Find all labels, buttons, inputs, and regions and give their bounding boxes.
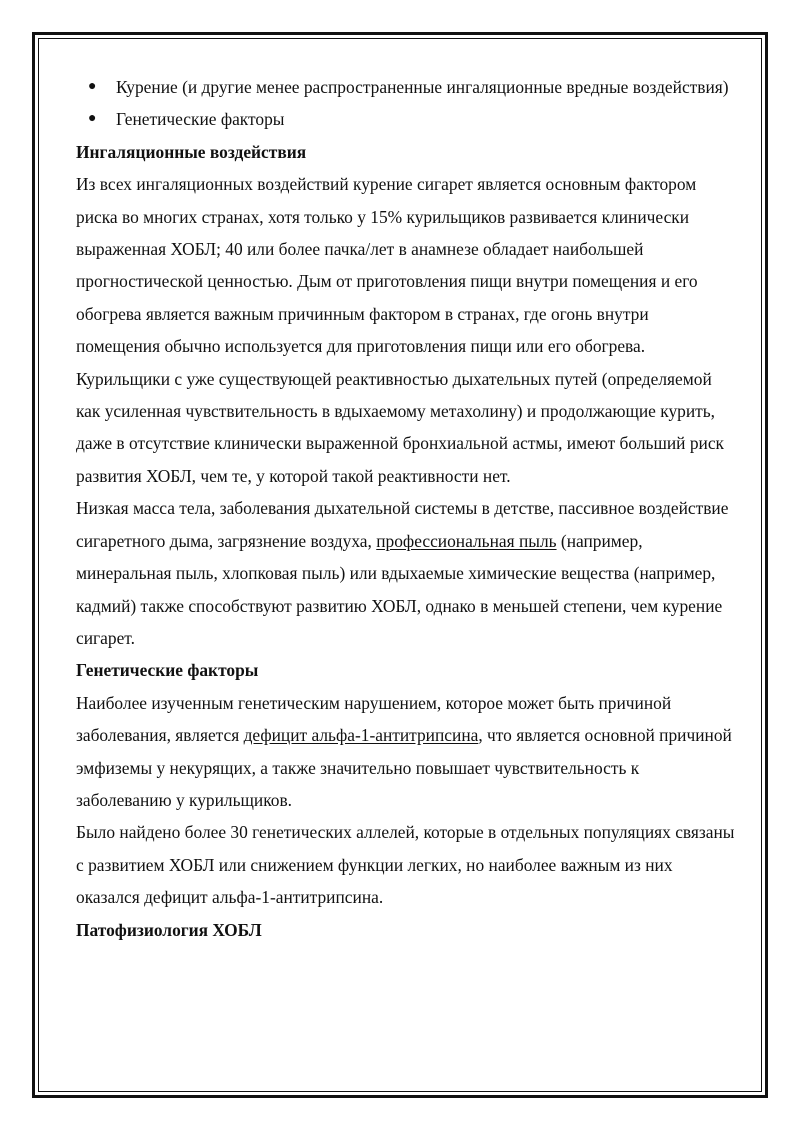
risk-factor-list bbox=[76, 71, 736, 136]
paragraph-other-factors bbox=[76, 492, 736, 654]
list-item bbox=[76, 71, 736, 103]
list-item bbox=[76, 103, 736, 135]
paragraph-genetic bbox=[76, 687, 736, 817]
paragraph-smoking: Из всех ингаляционных воздействий курение сигарет является основным фактором риска во многих странах, хотя только у 15% курильщиков развивается клинически выраженная ХОБЛ; 40 или более пачка/лет в анамнезе обладает наибольшей прогностической ценностью. Дым от приготовления пищи внутри помещения и его обогрева является важным причинным фактором в странах, где огонь внутри помещения обычно используется для приготовления пищи или его обогрева. Курильщики с уже существующей реактивностью дыхательных путей (определяемой как усиленная чувствительность в вдыхаемому метахолину) и продолжающие курить, даже в отсутствие клинически выраженной бронхиальной астмы, имеют больший риск развития ХОБЛ, чем те, у которой такой реактивности нет. bbox=[76, 174, 724, 486]
list-item-text: Курение (и другие менее распространенные ингаляционные вредные воздействия) bbox=[116, 77, 729, 97]
paragraph-text: , что является основной причиной эмфиземы у некурящих, а также значительно повышает чувствительность к заболеванию у курильщиков. bbox=[76, 725, 732, 810]
paragraph-alleles: Было найдено более 30 генетических аллелей, которые в отдельных популяциях связаны с развитием ХОБЛ или снижением функции легких, но наиболее важным из них оказался дефицит альфа-1-антитрипсина. bbox=[76, 822, 735, 908]
paragraph-text: Наиболее изученным генетическим нарушением, которое может быть причиной заболевания, является bbox=[76, 692, 672, 746]
bullet-icon: ● bbox=[88, 111, 97, 127]
bullet-icon: ● bbox=[88, 79, 97, 94]
alpha1-antitrypsin-link[interactable]: дефицит альфа-1-антитрипсина bbox=[243, 725, 479, 746]
occupational-dust-link[interactable]: профессиональная пыль bbox=[376, 530, 557, 551]
section-heading-inhalation: Ингаляционные воздействия bbox=[76, 141, 307, 162]
section-heading-genetic: Генетические факторы bbox=[76, 660, 259, 681]
paragraph-text: (например, минеральная пыль, хлопковая пыль) или вдыхаемые химические вещества (например, кадмий) также способствуют развитию ХОБЛ, однако в меньшей степени, чем курение сигарет. bbox=[76, 530, 723, 648]
document-body bbox=[76, 71, 736, 946]
paragraph-text: Низкая масса тела, заболевания дыхательной системы в детстве, пассивное воздействие сигаретного дыма, загрязнение воздуха, bbox=[76, 498, 729, 551]
section-heading-pathophysiology: Патофизиология ХОБЛ bbox=[76, 919, 262, 940]
list-item-text: Генетические факторы bbox=[116, 109, 285, 130]
